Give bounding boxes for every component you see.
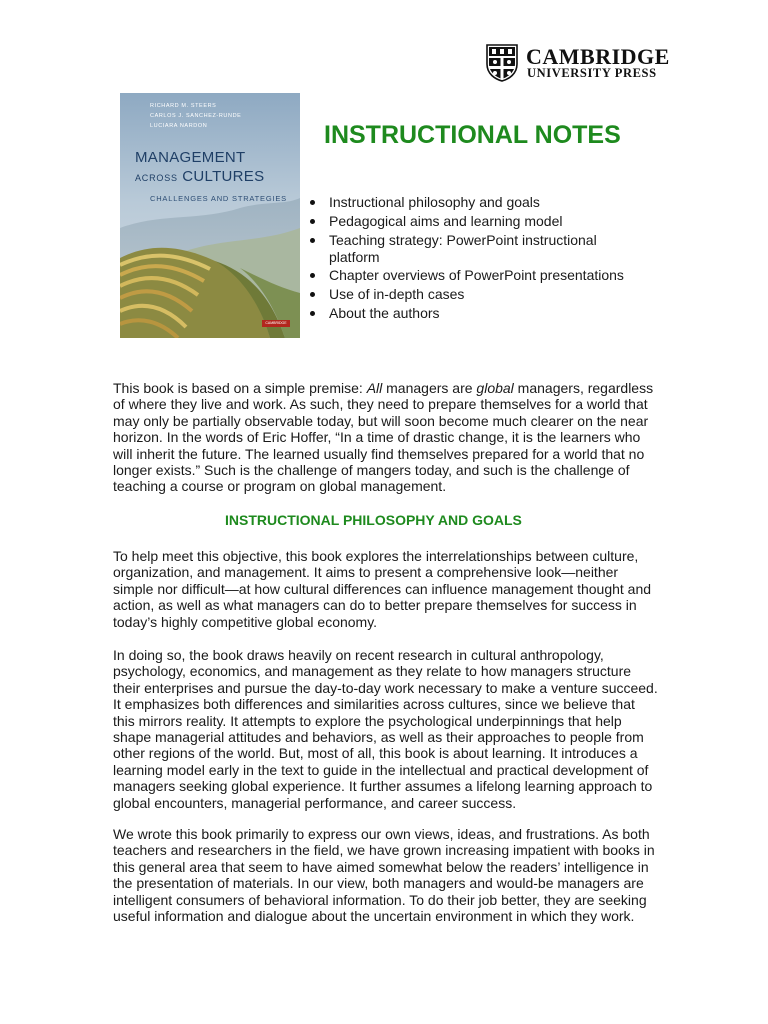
list-item: Chapter overviews of PowerPoint presentations — [308, 267, 628, 284]
intro-emphasis: global — [476, 380, 514, 396]
body-paragraph: In doing so, the book draws heavily on recent research in cultural anthropology, psychology, economics, and management as they relate to how managers structure their enterprises and pursue the day-to-day work necessary to make a venture succeed. It emphasizes both differences and similarities across cultures, since we believe that this mirrors reality. It attempts to explore the psychological underpinnings that help shape managerial attitudes and behaviors, as well as their approaches to people from other regions of the world. But, most of all, this book is about learning. It introduces a learning model early in the text to guide in the intellectual and practical development of managers seeking global experience. It further assumes a lifelong learning approach to global encounters, managerial performance, and career success. — [113, 647, 658, 811]
cambridge-logo — [486, 44, 670, 84]
contents-list — [308, 194, 628, 324]
section-heading: INSTRUCTIONAL PHILOSOPHY AND GOALS — [225, 512, 522, 528]
list-item: Instructional philosophy and goals — [308, 194, 628, 211]
intro-emphasis: All — [366, 380, 383, 396]
intro-text: This book is based on a simple premise: — [113, 380, 367, 396]
logo-subtitle: UNIVERSITY PRESS — [527, 66, 657, 80]
cover-authors — [150, 101, 241, 131]
list-item: Use of in-depth cases — [308, 286, 628, 303]
cover-author: RICHARD M. STEERS — [150, 103, 217, 109]
page-title: INSTRUCTIONAL NOTES — [324, 121, 621, 149]
body-paragraph: To help meet this objective, this book explores the interrelationships between culture, organization, and management. It aims to present a comprehensive look—neither simple nor difficult—at how cultural differences can influence management thought and action, as well as what managers can do to better prepare themselves for success in today’s highly competitive global economy. — [113, 548, 652, 630]
body-paragraph: We wrote this book primarily to express our own views, ideas, and frustrations. As both teachers and researchers in the field, we have grown increasing impatient with books in this general area that seem to have aimed somewhat below the readers’ intelligence in the presentation of materials. In our view, both managers and would-be managers are intelligent consumers of behavioral information. To do their job better, they are seeking useful information and dialogue about the uncertain environment in which they work. — [113, 826, 655, 925]
cover-publisher-badge: CAMBRIDGE — [262, 320, 290, 327]
cambridge-shield-icon — [486, 44, 518, 82]
list-item: Teaching strategy: PowerPoint instructional platform — [308, 232, 628, 266]
cover-title-line2 — [135, 168, 264, 185]
logo-name: CAMBRIDGE — [526, 44, 670, 69]
cover-subtitle: CHALLENGES AND STRATEGIES — [150, 194, 287, 203]
cover-author: CARLOS J. SANCHEZ-RUNDE — [150, 113, 242, 119]
list-item: About the authors — [308, 305, 628, 322]
list-item: Pedagogical aims and learning model — [308, 213, 628, 230]
intro-text: managers, regardless of where they live and work. As such, they need to prepare themselves for a world that may only be partially observable today, but will soon become much clearer on the near horizon. In the words of Eric Hoffer, “In a time of drastic change, it is the learners who will inherit the future. The learned usually find themselves prepared for a world that no longer exists.” Such is the challenge of mangers today, and such is the challenge of teaching a course or program on global management. — [113, 380, 654, 495]
cover-author: LUCIARA NARDON — [150, 123, 208, 129]
cover-title-big: CULTURES — [182, 168, 265, 185]
cover-title-line1: MANAGEMENT — [135, 149, 246, 166]
book-cover — [120, 93, 300, 338]
cover-title-small: ACROSS — [135, 173, 178, 183]
intro-text: managers are — [382, 380, 477, 396]
intro-paragraph — [113, 380, 658, 495]
